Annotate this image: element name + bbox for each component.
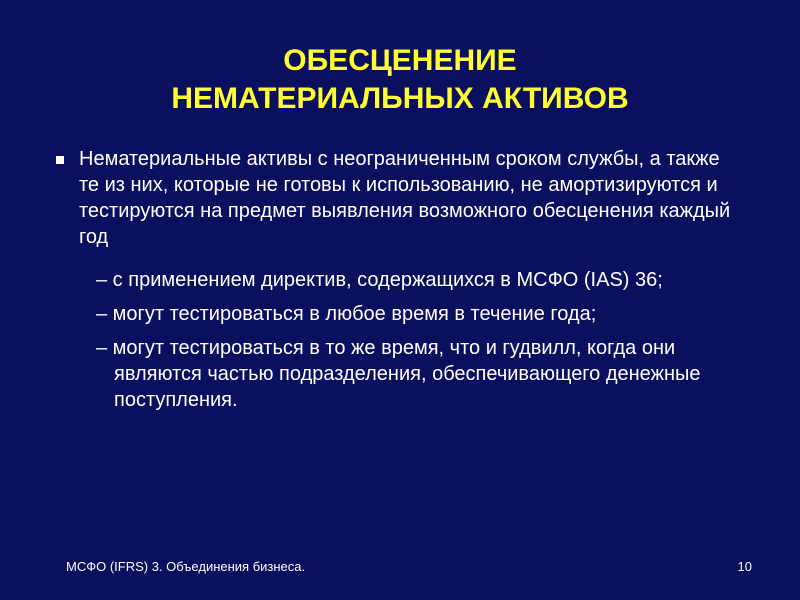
- sub-bullet-item: – с применением директив, содержащихся в МСФО (IAS) 36;: [96, 269, 663, 291]
- slide-title-line-2: НЕМАТЕРИАЛЬНЫХ АКТИВОВ: [171, 82, 629, 115]
- square-bullet-icon: [56, 156, 64, 164]
- footer-caption: МСФО (IFRS) 3. Объединения бизнеса.: [66, 559, 306, 574]
- sub-bullet-item: – могут тестироваться в любое время в течение года;: [96, 303, 597, 325]
- page-number: 10: [737, 559, 752, 574]
- sub-bullet-item: – могут тестироваться в то же время, что и гудвилл, когда они являются частью подразделения, обеспечивающего денежные поступления.: [96, 337, 701, 411]
- slide-title: [0, 42, 800, 118]
- slide-title-line-1: ОБЕСЦЕНЕНИЕ: [283, 44, 517, 77]
- main-bullet-text: Нематериальные активы с неограниченным сроком службы, а также те из них, которые не готовы к использованию, не амортизируются и тестируются на предмет выявления возможного обесценения каждый год: [79, 148, 731, 248]
- sub-bullet-list: [96, 267, 736, 421]
